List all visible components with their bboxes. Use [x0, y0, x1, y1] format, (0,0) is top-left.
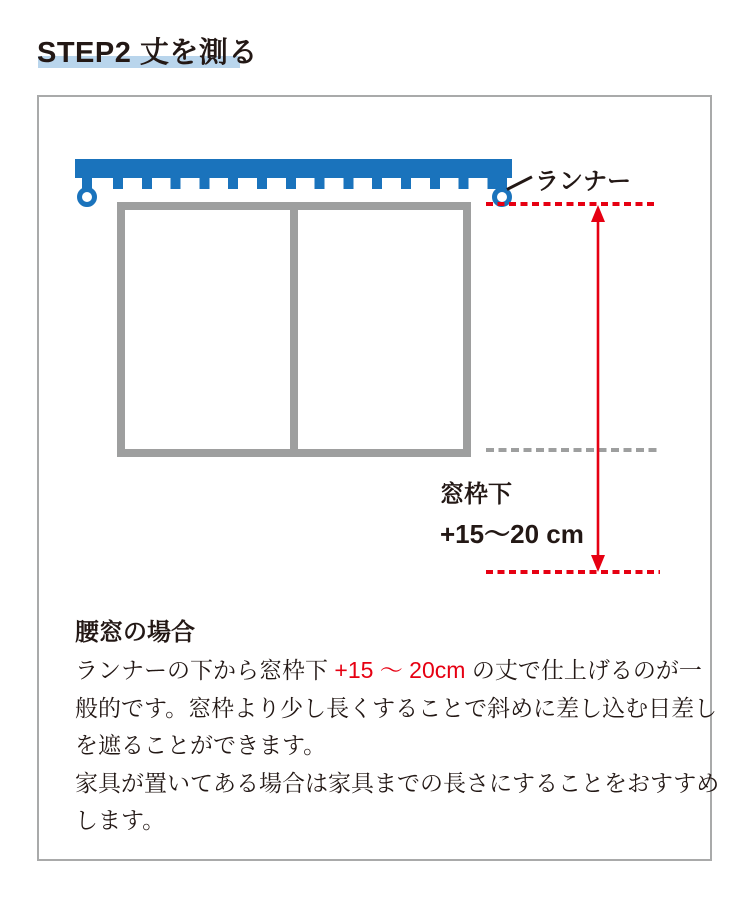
notes-line1-before: ランナーの下から窓枠下 — [75, 657, 335, 683]
notes-body — [75, 652, 720, 840]
runner-bottom-dashline — [486, 202, 658, 206]
notes-line1-highlight: +15 ～ 20cm — [334, 657, 466, 683]
measure-label-window-bottom: 窓枠下 — [440, 481, 512, 508]
curtain-rail-teeth — [113, 177, 498, 189]
window-bottom-dashline — [486, 448, 658, 452]
finish-length-dashline — [486, 570, 660, 574]
notes-line-2: 般的です。窓枠より少し長くすることで斜めに差し込む日差し — [75, 694, 718, 721]
page-title: STEP2 丈を測る — [37, 37, 258, 69]
window-divider — [290, 210, 298, 449]
notes-line1-after: の丈で仕上げるのが一 — [465, 657, 702, 683]
notes-line-4: 家具が置いてある場合は家具までの長さにすることをおすすめ — [75, 769, 720, 796]
curtain-rail-bar — [75, 159, 512, 178]
notes-heading: 腰窓の場合 — [75, 619, 195, 646]
measure-label-length: +15～20 cm — [440, 519, 584, 549]
runner-label: ランナー — [535, 168, 631, 195]
measure-arrow-icon — [586, 205, 610, 572]
runner-ring-left-icon — [77, 187, 97, 207]
notes-line-5: します。 — [75, 807, 166, 833]
notes-line-3: を遮ることができます。 — [75, 732, 327, 758]
notes-line-1 — [75, 652, 700, 690]
